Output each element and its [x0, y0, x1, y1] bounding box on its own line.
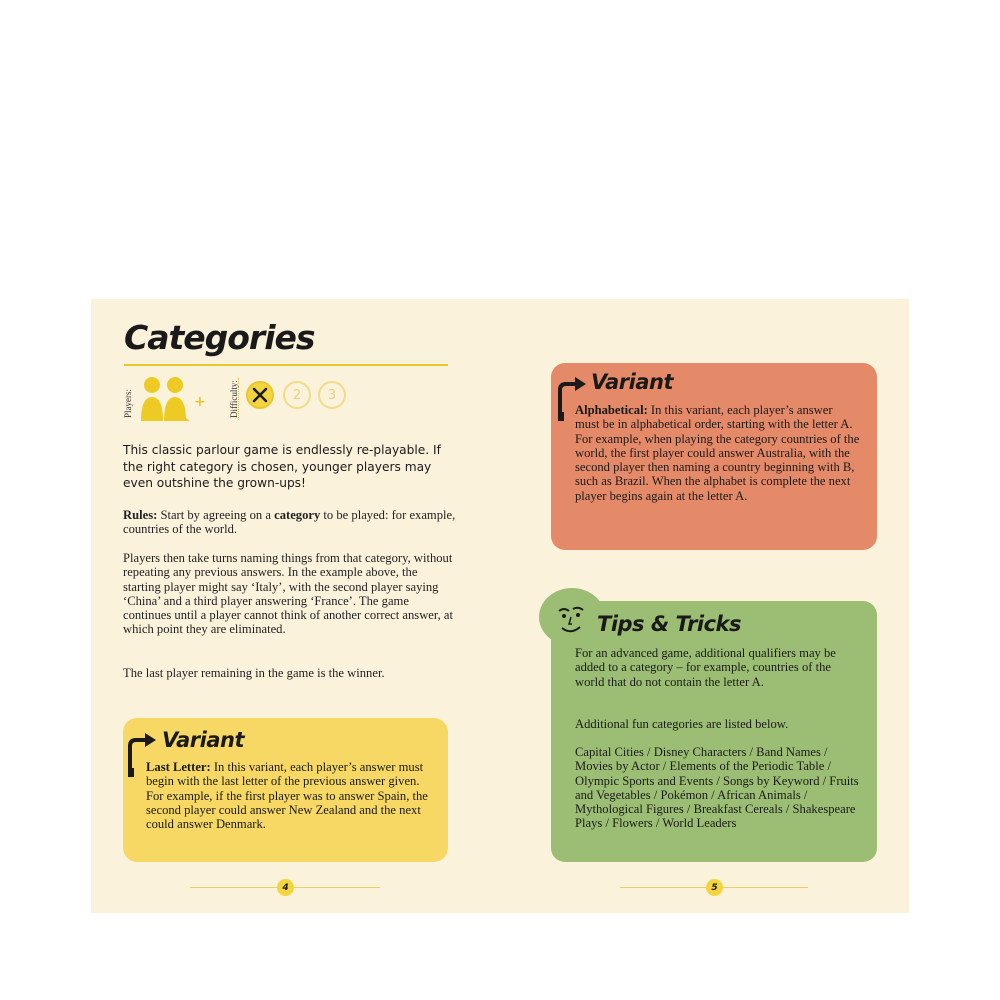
intro-text: This classic parlour game is endlessly re-playable. If the right category is chosen, younger players may even outshine the grown-ups! — [123, 443, 441, 490]
page-number-left: 4 — [277, 879, 294, 896]
rules-text-b: to be played: for example, countries of the world. — [123, 508, 456, 537]
variant-text — [575, 403, 860, 503]
difficulty-label: Difficulty: — [229, 380, 239, 418]
difficulty-level-2: 2 — [283, 381, 311, 409]
tips-paragraph-1: For an advanced game, additional qualifiers may be added to a category – for example, countries of the world that do not contain the letter A. — [575, 646, 836, 689]
variant-text — [146, 760, 436, 831]
rules-paragraph — [123, 508, 458, 537]
rules-text-a: Start by agreeing on a — [157, 508, 275, 522]
players-label: Players: — [123, 389, 133, 418]
selected-mark-icon — [251, 386, 269, 404]
winner-paragraph: The last player remaining in the game is the winner. — [123, 666, 385, 680]
players-plus: + — [194, 394, 206, 410]
variant-heading: Variant — [591, 370, 674, 394]
difficulty-level-1 — [246, 381, 274, 409]
page-title: Categories — [124, 318, 315, 357]
gameplay-paragraph: Players then take turns naming things from that category, without repeating any previous answers. In the example above, the starting player might say ‘Italy’, with the second player saying ‘China’ and a third player answering ‘France’. The game continues until a player cannot think of another correct answer, at which point they are eliminated. — [123, 551, 453, 637]
players-icon — [140, 375, 202, 423]
rules-category: category — [274, 508, 321, 522]
variant-body: In this variant, each player’s answer must be in alphabetical order, starting with the letter A. For example, when playing the category countries of the world, the first player could answer Australia, with the second player then naming a country beginning with B, such as Brazil. When the alphabet is complete the next player begins again at the letter A. — [575, 403, 860, 503]
variant-heading: Variant — [162, 728, 245, 752]
tips-paragraph-3: Capital Cities / Disney Characters / Band Names / Movies by Actor / Elements of the Periodic Table / Olympic Sports and Events / Songs by Keyword / Fruits and Vegetables / Pokémon / African Animals / Mythological Figures / Breakfast Cereals / Shakespeare Plays / Flowers / World Leaders — [575, 745, 859, 831]
difficulty-separator — [238, 378, 240, 420]
tips-paragraph-2: Additional fun categories are listed below. — [575, 717, 789, 731]
tips-heading: Tips & Tricks — [597, 612, 741, 636]
title-divider — [124, 364, 448, 366]
rules-label: Rules: — [123, 508, 158, 522]
variant-label: Last Letter: — [146, 760, 211, 774]
page-number-right: 5 — [706, 879, 723, 896]
variant-body: In this variant, each player’s answer must begin with the last letter of the previous answer given. For example, if the first player was to answer Spain, the second player could answer New Zealand and the next could answer Denmark. — [146, 760, 428, 832]
face-icon — [556, 603, 586, 637]
difficulty-level-3: 3 — [318, 381, 346, 409]
variant-label: Alphabetical: — [575, 403, 648, 417]
